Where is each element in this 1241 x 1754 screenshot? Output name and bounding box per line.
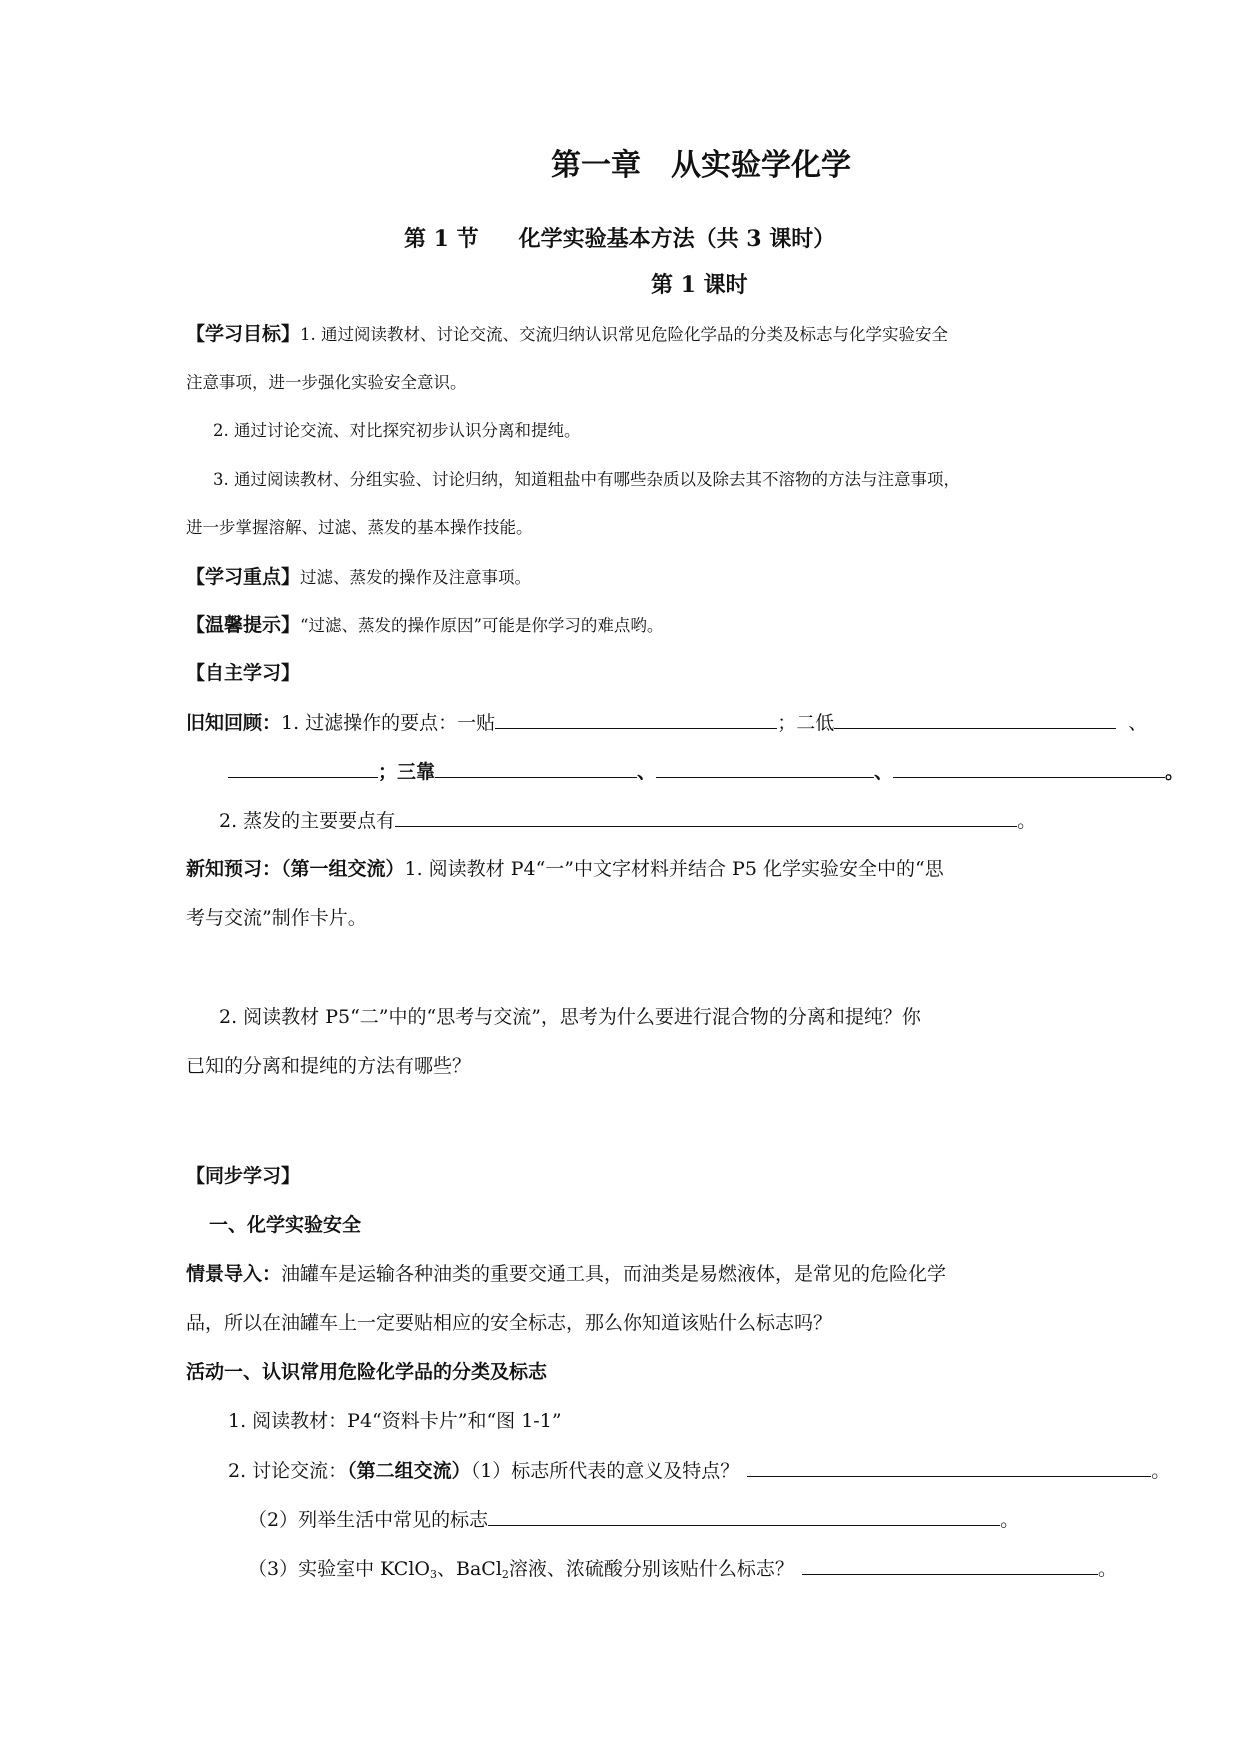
review-q2-line — [219, 808, 1036, 833]
sync-study-label: 【同步学习】 — [186, 1165, 301, 1187]
act-q3-sub1: 3 — [430, 1568, 438, 1581]
preview-q1a: 1. 阅读教材 P4“一”中文字材料并结合 P5 化学实验安全中的“思 — [404, 858, 944, 880]
review-q1-line-2 — [228, 759, 1184, 784]
section-title: 化学实验基本方法（共 3 课时） — [518, 226, 836, 252]
review-q1-sep4: 、 — [637, 761, 657, 783]
objective-2: 2. 通过讨论交流、对比探究初步认识分离和提纯。 — [213, 421, 581, 440]
act-step2-end: 。 — [1151, 1460, 1171, 1482]
review-q1-end: 。 — [1165, 761, 1185, 783]
review-q1-line — [186, 710, 1147, 735]
self-study-label: 【自主学习】 — [186, 662, 301, 684]
review-q1-sep3: ；三靠 — [378, 761, 436, 783]
part1-title: 一、化学实验安全 — [209, 1214, 362, 1236]
objective-3a: 3. 通过阅读教材、分组实验、讨论归纳，知道粗盐中有哪些杂质以及除去其不溶物的方法与注意事项， — [213, 470, 960, 489]
act-q3-end: 。 — [1097, 1558, 1117, 1580]
preview-q2b: 已知的分离和提纯的方法有哪些？ — [186, 1055, 472, 1077]
chapter-heading — [551, 148, 851, 184]
chapter-title: 从实验学化学 — [671, 148, 851, 183]
scenario-line-1 — [186, 1262, 946, 1286]
objectives-line-1 — [186, 322, 948, 347]
act-q2-end: 。 — [1000, 1509, 1020, 1531]
act-q3-sub2: 2 — [501, 1568, 509, 1581]
answer-blank[interactable] — [488, 1507, 1000, 1526]
review-q1-sep5: 、 — [874, 761, 894, 783]
answer-blank[interactable] — [656, 759, 874, 778]
objectives-label: 【学习目标】 — [186, 323, 301, 345]
key-points-text: 过滤、蒸发的操作及注意事项。 — [300, 568, 532, 587]
act-step2-group: （第二组交流） — [347, 1460, 471, 1482]
answer-blank[interactable] — [747, 1458, 1151, 1477]
lesson-heading: 第 1 课时 — [651, 272, 748, 298]
act-q3-c: 溶液、浓硫酸分别该贴什么标志？ — [508, 1558, 794, 1580]
preview-q1-line-1 — [186, 857, 944, 881]
review-q2-text: 2. 蒸发的主要要点有 — [219, 810, 396, 832]
tip — [186, 613, 663, 638]
review-q1-text: 1. 过滤操作的要点：一贴 — [281, 712, 496, 734]
objective-1b: 注意事项，进一步强化实验安全意识。 — [186, 373, 467, 392]
review-q2-end: 。 — [1017, 810, 1037, 832]
act-q3-b: 、BaCl — [437, 1558, 502, 1580]
answer-blank[interactable] — [893, 759, 1165, 778]
activity-step-2 — [228, 1458, 1170, 1483]
key-points-label: 【学习重点】 — [186, 566, 301, 588]
section-label: 第 1 节 — [404, 226, 479, 252]
answer-blank[interactable] — [395, 808, 1017, 827]
activity1-title: 活动一、认识常用危险化学品的分类及标志 — [186, 1361, 548, 1383]
act-q2-text: （2）列举生活中常见的标志 — [248, 1509, 489, 1531]
review-label: 旧知回顾： — [186, 712, 282, 734]
act-step2-q1: （1）标志所代表的意义及特点？ — [470, 1460, 740, 1482]
preview-q2a: 2. 阅读教材 P5“二”中的“思考与交流”，思考为什么要进行混合物的分离和提纯？你 — [219, 1006, 921, 1028]
objective-1a: 1. 通过阅读教材、讨论交流、交流归纳认识常见危险化学品的分类及标志与化学实验安全 — [300, 325, 949, 344]
preview-q1b: 考与交流”制作卡片。 — [186, 907, 367, 929]
scenario-label: 情景导入： — [186, 1263, 282, 1285]
answer-blank[interactable] — [802, 1556, 1098, 1575]
answer-blank[interactable] — [834, 710, 1116, 729]
tip-label: 【温馨提示】 — [186, 614, 301, 636]
key-points — [186, 565, 531, 590]
act-step2-prefix: 2. 讨论交流： — [228, 1460, 348, 1482]
chapter-label: 第一章 — [551, 148, 641, 183]
act-q3-a: （3）实验室中 KClO — [248, 1558, 431, 1580]
activity-step-1: 1. 阅读教材：P4“资料卡片”和“图 1-1” — [228, 1410, 562, 1432]
answer-blank[interactable] — [228, 759, 378, 778]
activity-q3 — [248, 1556, 1117, 1581]
review-q1-sep2: 、 — [1128, 712, 1148, 734]
answer-blank[interactable] — [435, 759, 637, 778]
section-heading — [404, 225, 835, 253]
scenario-b: 品，所以在油罐车上一定要贴相应的安全标志，那么你知道该贴什么标志吗？ — [186, 1312, 833, 1334]
objective-3b: 进一步掌握溶解、过滤、蒸发的基本操作技能。 — [186, 518, 533, 537]
tip-text: “过滤、蒸发的操作原因”可能是你学习的难点哟。 — [300, 616, 664, 635]
answer-blank[interactable] — [495, 710, 777, 729]
review-q1-sep1: ；二低 — [777, 712, 835, 734]
activity-q2 — [248, 1507, 1019, 1532]
preview-label: 新知预习：（第一组交流） — [186, 858, 405, 880]
scenario-a: 油罐车是运输各种油类的重要交通工具，而油类是易燃液体，是常见的危险化学 — [281, 1263, 947, 1285]
